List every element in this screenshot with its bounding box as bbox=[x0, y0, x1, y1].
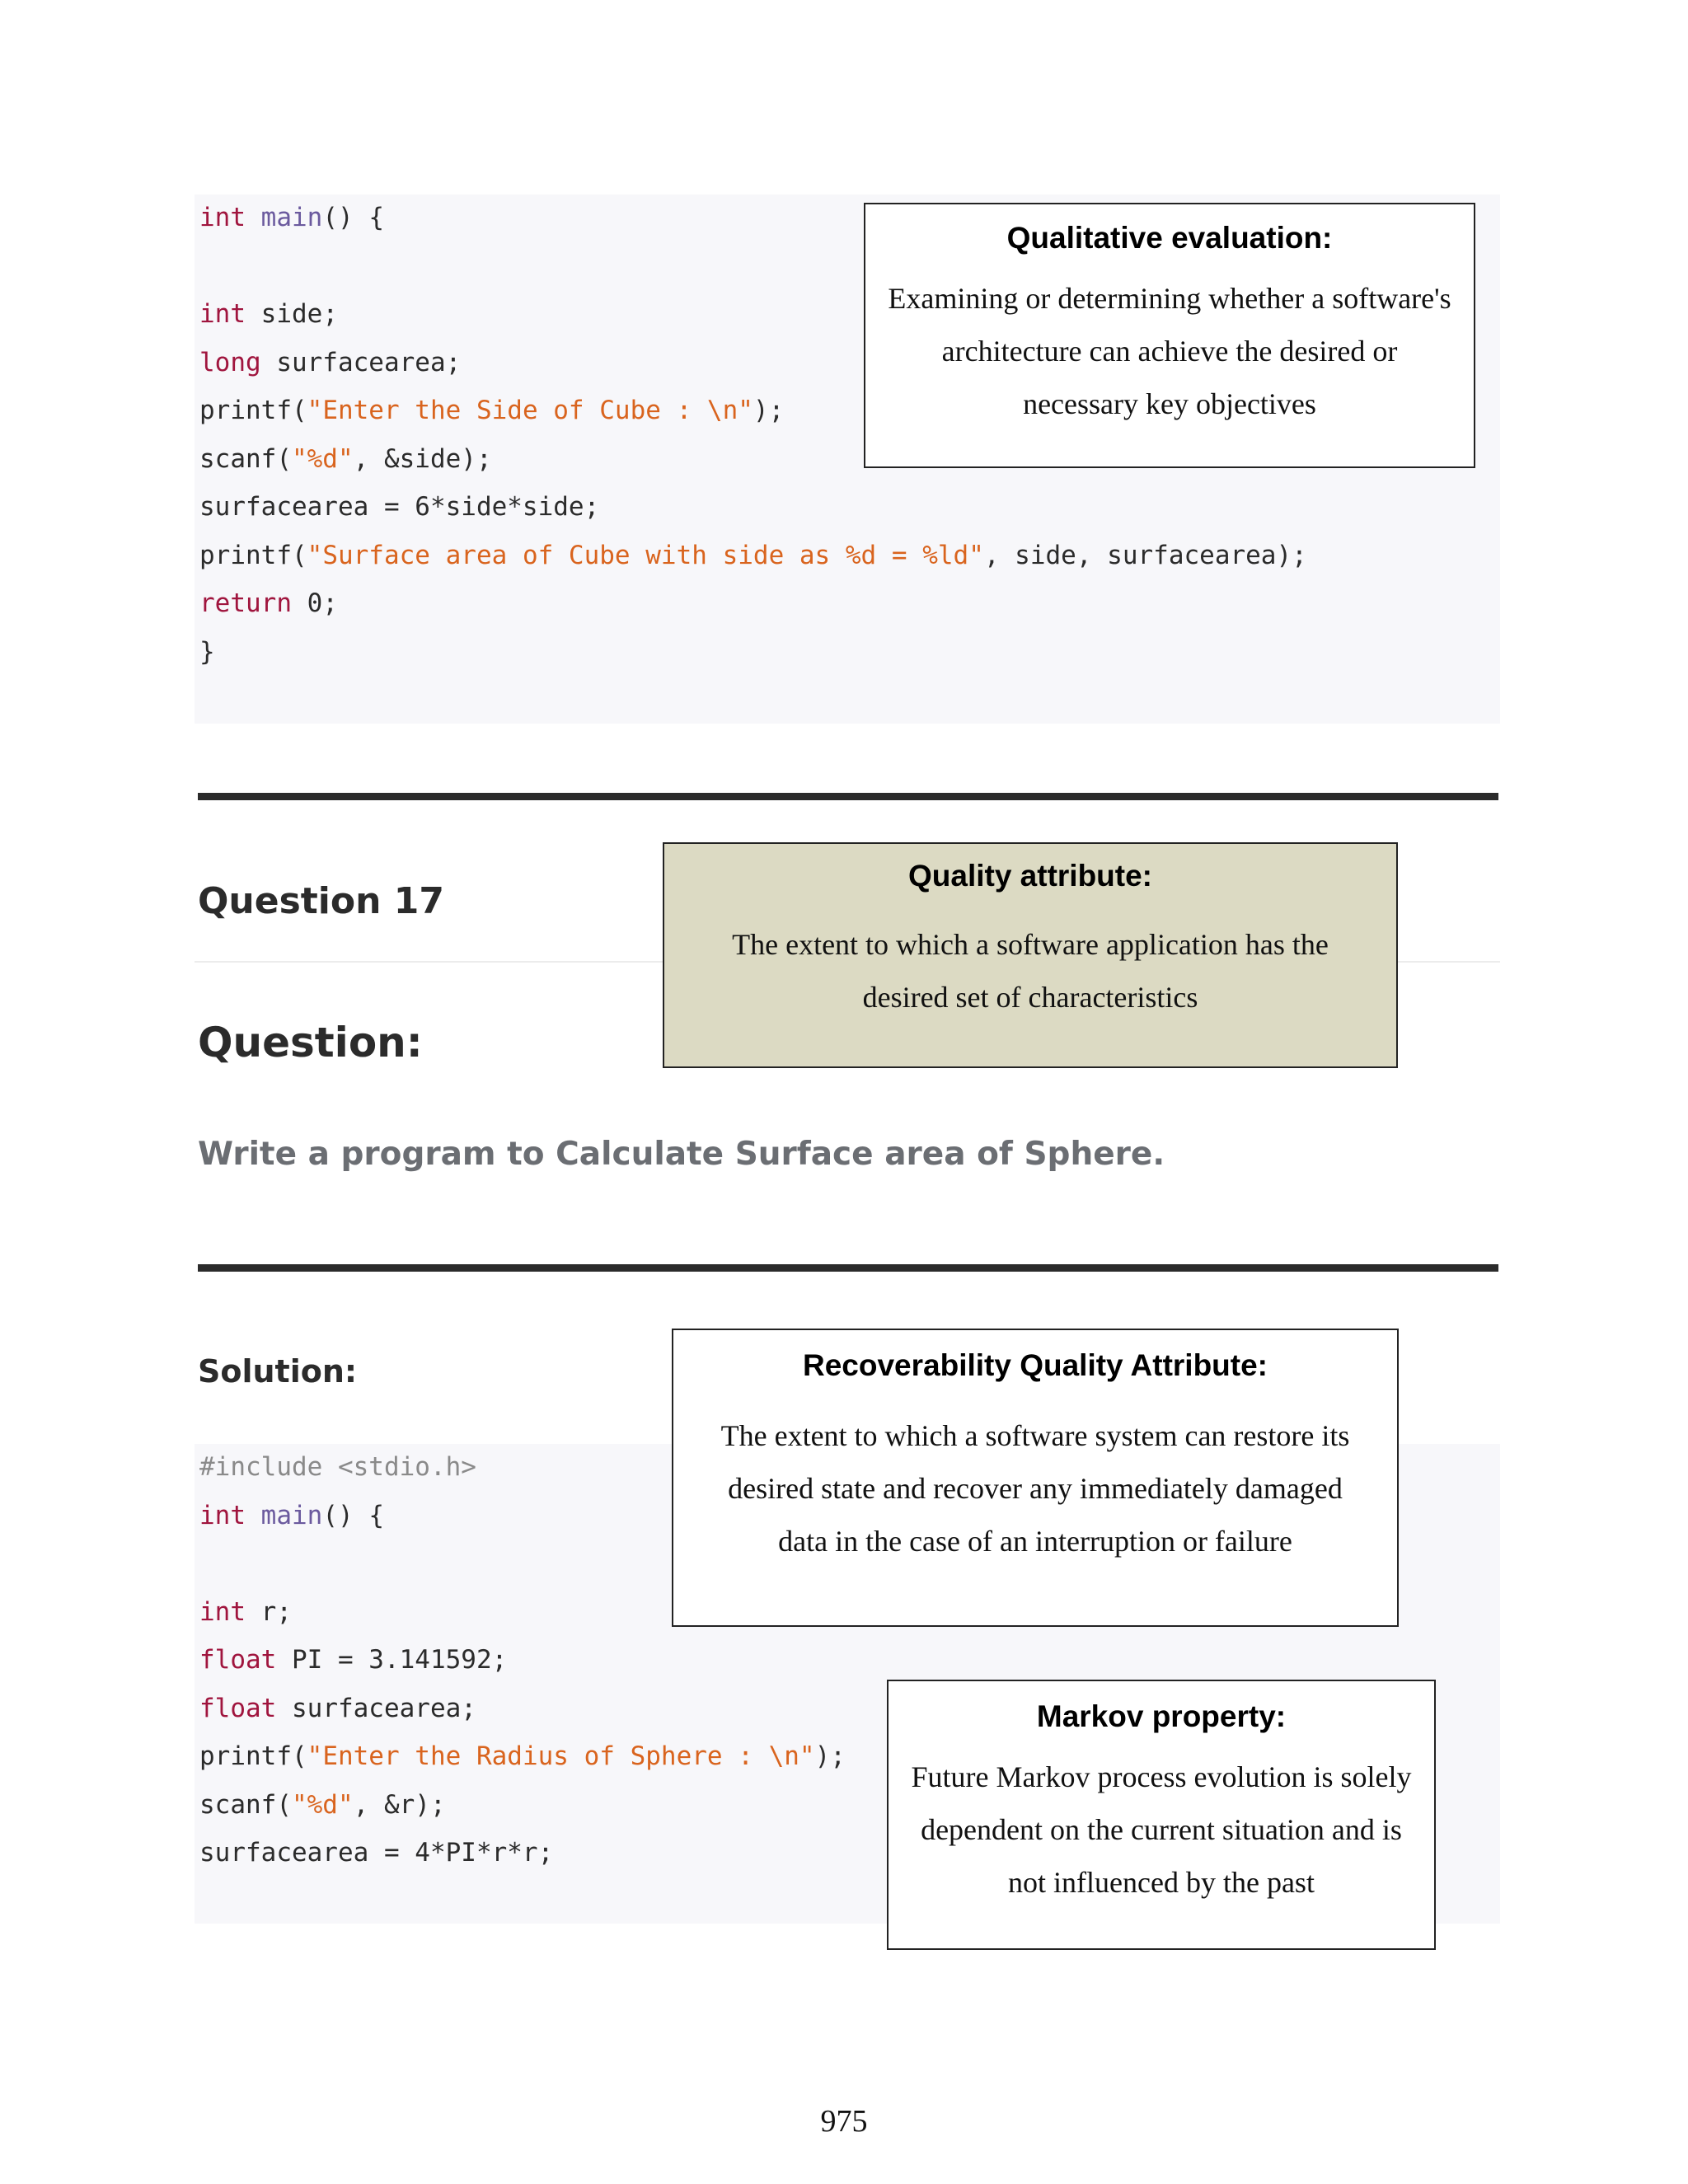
solution-heading: Solution: bbox=[198, 1353, 358, 1390]
code-token: "%d" bbox=[291, 1789, 354, 1820]
code-token: int bbox=[199, 299, 246, 329]
code-token: main bbox=[260, 203, 323, 232]
code-line bbox=[199, 298, 338, 330]
page-number: 975 bbox=[820, 2104, 868, 2139]
code-line bbox=[199, 490, 599, 523]
code-line bbox=[199, 1692, 476, 1725]
code-token: 0; bbox=[291, 588, 338, 618]
code-token: surfacearea = 4*PI*r*r; bbox=[199, 1838, 554, 1868]
code-token: () { bbox=[322, 1500, 384, 1530]
code-token: printf( bbox=[199, 540, 307, 570]
code-token: , side, surfacearea); bbox=[983, 540, 1307, 570]
code-token: "%d" bbox=[291, 443, 354, 474]
code-token: main bbox=[260, 1500, 323, 1530]
callout-title: Recoverability Quality Attribute: bbox=[802, 1348, 1268, 1382]
callout-quality-attribute bbox=[663, 842, 1398, 1068]
code-token bbox=[246, 203, 261, 232]
code-token: ); bbox=[753, 396, 785, 425]
code-token: "Enter the Side of Cube : \n" bbox=[307, 396, 753, 425]
callout-recoverability bbox=[672, 1329, 1399, 1627]
section-divider bbox=[198, 1264, 1498, 1272]
section-divider bbox=[198, 793, 1498, 800]
code-token: int bbox=[199, 1500, 246, 1530]
callout-title: Markov property: bbox=[1036, 1699, 1287, 1733]
code-token: long bbox=[199, 347, 261, 377]
code-token: () { bbox=[322, 203, 384, 232]
code-token: } bbox=[199, 636, 215, 667]
code-token: scanf( bbox=[199, 443, 292, 474]
code-token: float bbox=[199, 1645, 277, 1675]
code-line bbox=[199, 1451, 476, 1483]
code-token: surfacearea; bbox=[276, 1693, 476, 1723]
code-token: ); bbox=[814, 1741, 846, 1771]
code-token: int bbox=[199, 203, 246, 232]
code-token: printf( bbox=[199, 396, 307, 425]
code-token: surfacearea = 6*side*side; bbox=[199, 492, 600, 522]
code-token: scanf( bbox=[199, 1789, 292, 1820]
callout-body: Examining or determining whether a software's architecture can achieve the desired or necessary key objectives bbox=[888, 282, 1451, 420]
code-token bbox=[246, 1501, 261, 1530]
callout-title: Quality attribute: bbox=[907, 859, 1153, 893]
code-token: float bbox=[199, 1693, 277, 1723]
code-token: "Surface area of Cube with side as %d = %ld" bbox=[307, 540, 984, 570]
code-line bbox=[199, 394, 784, 427]
callout-body: The extent to which a software application has the desired set of characteristics bbox=[732, 928, 1329, 1014]
callout-markov-property bbox=[887, 1680, 1436, 1950]
code-token: r; bbox=[246, 1596, 292, 1627]
code-token: return bbox=[199, 588, 292, 618]
code-token: #include <stdio.h> bbox=[199, 1452, 476, 1482]
code-line bbox=[199, 1643, 507, 1676]
code-token: printf( bbox=[199, 1741, 307, 1771]
code-line bbox=[199, 1740, 846, 1773]
code-line bbox=[199, 587, 338, 620]
code-line bbox=[199, 346, 461, 379]
code-token: PI = 3.141592; bbox=[276, 1645, 508, 1675]
code-token: , &side); bbox=[353, 443, 492, 474]
code-token: , &r); bbox=[353, 1789, 446, 1820]
code-line bbox=[199, 1836, 553, 1869]
callout-body: The extent to which a software system can restore its desired state and recover any immediately damaged data in the case of an interruption or failure bbox=[720, 1419, 1350, 1558]
code-token: surfacearea; bbox=[260, 347, 462, 377]
code-token: "Enter the Radius of Sphere : \n" bbox=[307, 1741, 815, 1771]
code-line bbox=[199, 635, 215, 668]
callout-title: Qualitative evaluation: bbox=[1006, 221, 1333, 255]
code-token: int bbox=[199, 1596, 246, 1627]
code-line bbox=[199, 443, 492, 476]
question-label-heading: Question: bbox=[198, 1019, 423, 1066]
question-prompt: Write a program to Calculate Surface area of Sphere. bbox=[198, 1136, 1165, 1173]
code-token: side; bbox=[246, 299, 338, 329]
callout-qualitative-evaluation bbox=[864, 203, 1475, 468]
code-line bbox=[199, 1788, 446, 1821]
code-line bbox=[199, 201, 384, 234]
question-number-heading: Question 17 bbox=[198, 880, 444, 922]
code-line bbox=[199, 539, 1307, 572]
code-line bbox=[199, 1499, 384, 1532]
code-line bbox=[199, 1596, 292, 1629]
callout-body: Future Markov process evolution is solely dependent on the current situation and is not influenced by the past bbox=[911, 1760, 1412, 1899]
